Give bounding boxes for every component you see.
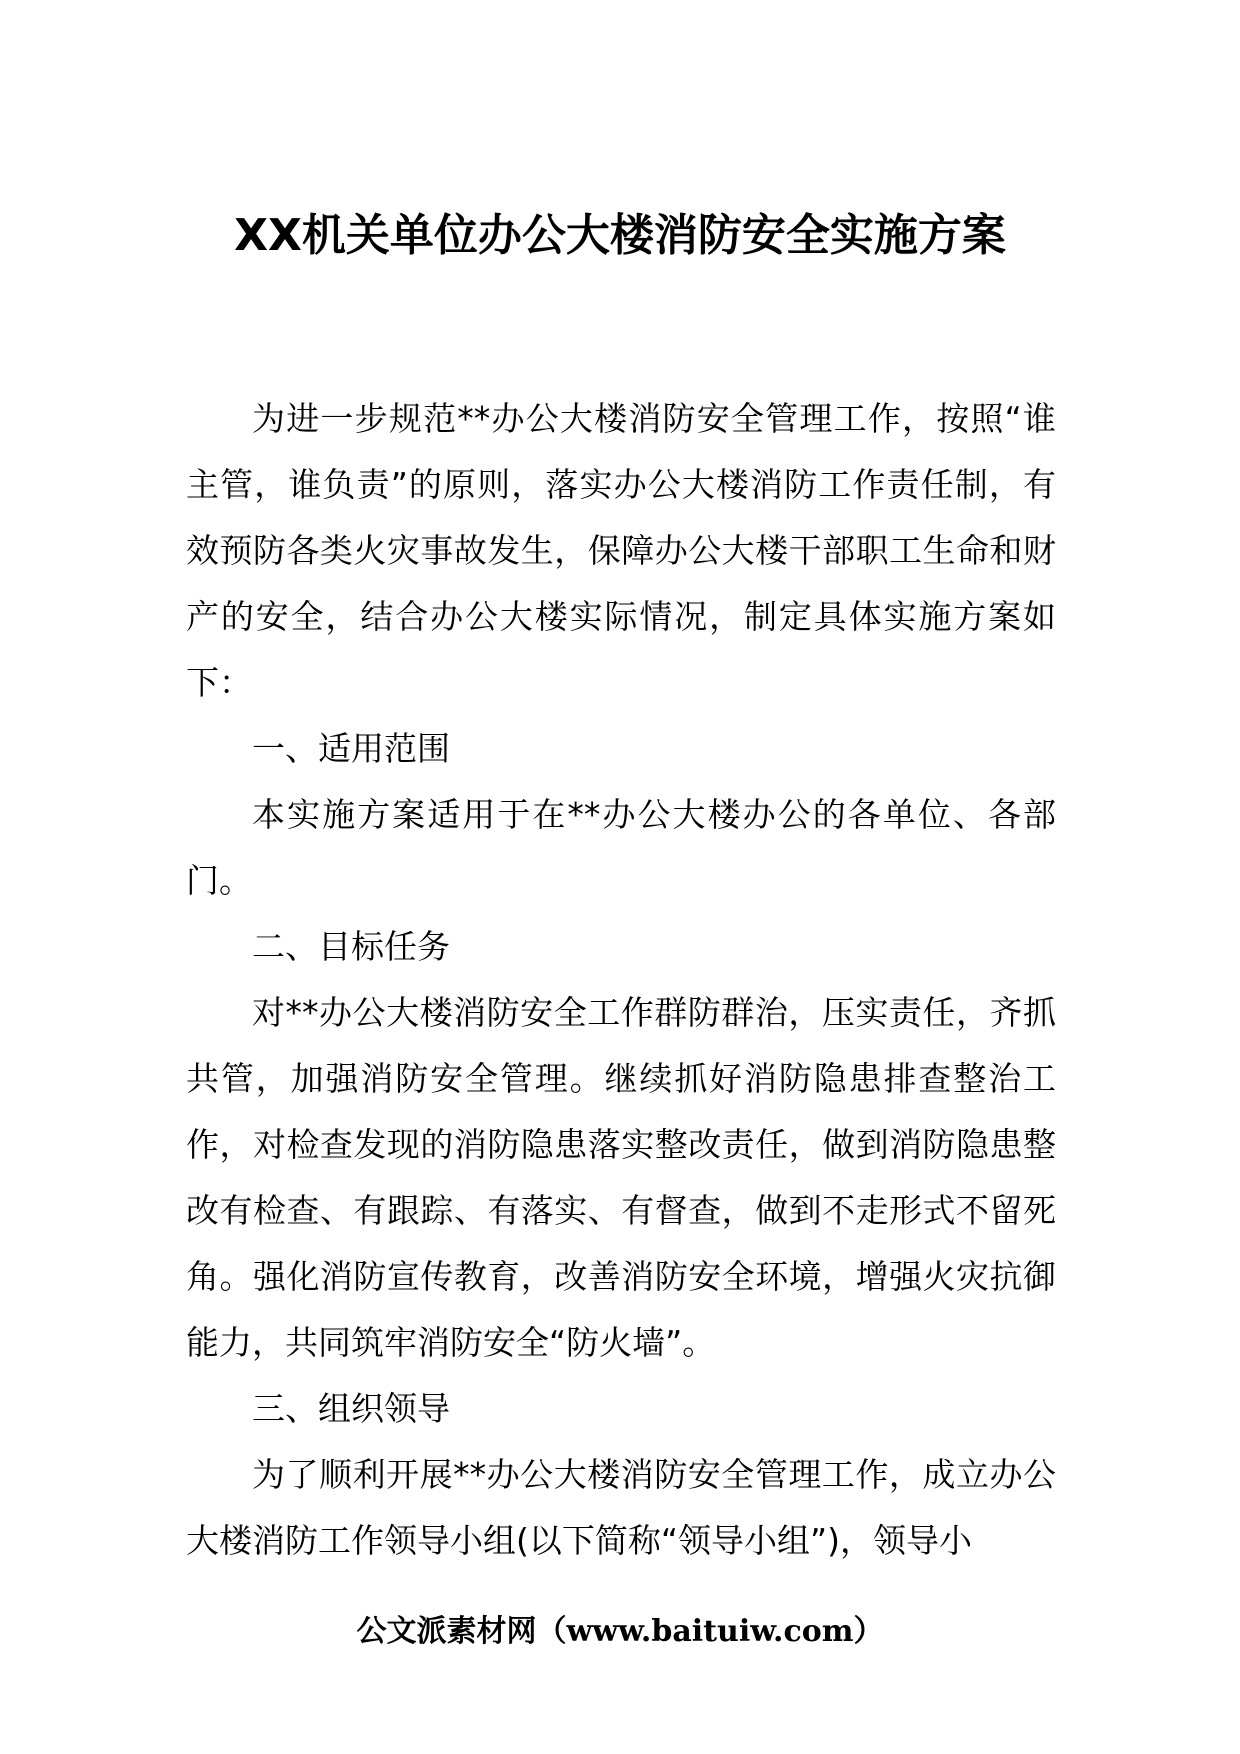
section-heading-scope: 一、适用范围	[252, 729, 450, 768]
document-body	[186, 386, 1056, 1574]
scope-paragraph: 本实施方案适用于在**办公大楼办公的各单位、各部门。	[186, 795, 1056, 900]
document-title: XX机关单位办公大楼消防安全实施方案	[234, 210, 1006, 261]
section-heading-goals: 二、目标任务	[252, 927, 450, 966]
source-footer: 公文派素材网（www.baituiw.com）	[356, 1614, 884, 1649]
intro-paragraph: 为进一步规范**办公大楼消防安全管理工作，按照“谁主管，谁负责”的原则，落实办公大楼消防工作责任制，有效预防各类火灾事故发生，保障办公大楼干部职工生命和财产的安全，结合办公大楼实际情况，制定具体实施方案如下：	[186, 399, 1056, 702]
leadership-paragraph: 为了顺利开展**办公大楼消防安全管理工作，成立办公大楼消防工作领导小组(以下简称“领导小组”)，领导小	[186, 1455, 1056, 1560]
section-heading-leadership: 三、组织领导	[252, 1389, 450, 1428]
goals-paragraph: 对**办公大楼消防安全工作群防群治，压实责任，齐抓共管，加强消防安全管理。继续抓好消防隐患排查整治工作，对检查发现的消防隐患落实整改责任，做到消防隐患整改有检查、有跟踪、有落实、有督查，做到不走形式不留死角。强化消防宣传教育，改善消防安全环境，增强火灾抗御能力，共同筑牢消防安全“防火墙”。	[186, 993, 1056, 1362]
